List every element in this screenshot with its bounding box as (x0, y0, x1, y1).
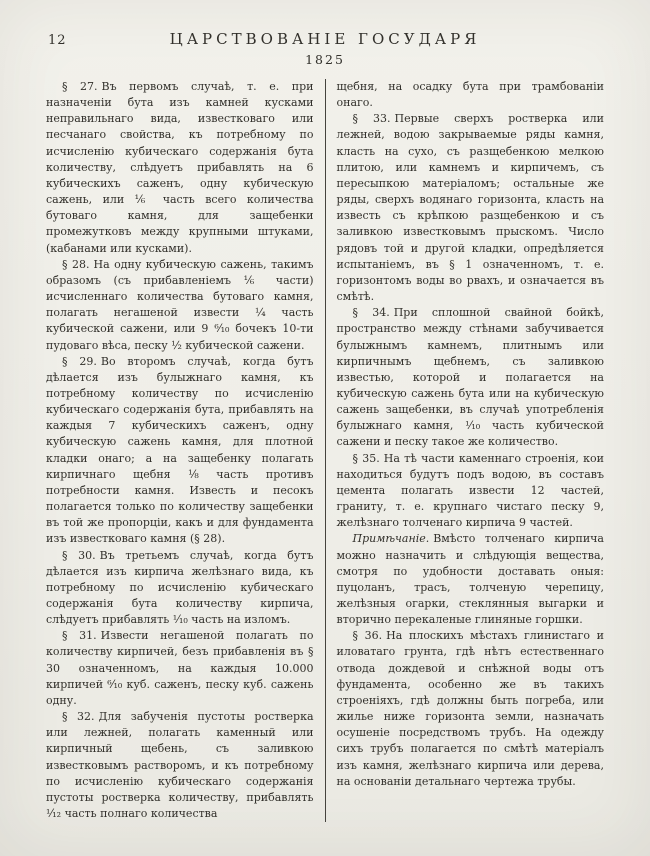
section-label: § 35. (352, 451, 380, 465)
section-label: § 27. (62, 80, 98, 93)
paragraph-s29 (46, 354, 314, 548)
note-label: Примѣчаніе. (352, 532, 430, 546)
section-label: § 34. (352, 306, 390, 320)
section-label: § 32. (62, 710, 95, 724)
left-column (46, 79, 325, 822)
running-title: ЦАРСТВОВАНІЕ ГОСУДАРЯ (169, 30, 481, 48)
paragraph-s30 (46, 548, 314, 629)
paragraph-s32 (46, 709, 314, 822)
paragraph-text: На плоскихъ мѣстахъ глинистаго и иловатаго грунта, гдѣ нѣтъ естественнаго отвода дождевой и снѣжной воды отъ фундамента, особенно же въ такихъ строеніяхъ, гдѣ должны быть погреба, или жилье ниже горизонта земли, назначать осушеніе посредствомъ трубъ. На одежду сихъ трубъ полагается по смѣтѣ матеріалъ изъ камня, желѣзнаго кирпича или дерева, на основаніи детальнаго чертежа трубы. (336, 629, 604, 788)
paragraph-text: щебня, на осадку бута при трамбованіи онаго. (336, 80, 604, 110)
text-columns (46, 79, 604, 822)
paragraph-s33 (337, 111, 605, 305)
section-label: § 28. (62, 257, 90, 271)
section-label: § 36. (352, 629, 383, 643)
section-label: § 33. (352, 112, 391, 126)
right-column (326, 79, 605, 822)
section-label: § 29. (62, 354, 97, 368)
paragraph-text: Въ первомъ случаѣ, т. е. при назначеніи бута изъ камней кусками неправильнаго вида, известковаго или песчанаго свойства, къ потребному по исчисленію кубическаго содержанія бута количеству, слѣдуетъ прибавлять на 6 кубическихъ саженъ, одну кубическую сажень, или ⅙ часть всего количества бутоваго камня, для защебенки промежутковъ между крупными штуками, (кабанами или кусками). (46, 80, 314, 255)
paragraph-text: Для забученія пустоты ростверка или лежней, полагать каменный или кирпичный щебень, съ заливкою известковымъ растворомъ, и къ потребному по исчисленію кубическаго содержанія пустоты ростверка количеству, прибавлять ¹⁄₁₂ часть полнаго количества (46, 710, 314, 821)
paragraph-text: При сплошной свайной бойкѣ, пространство между стѣнами забучивается булыжнымъ камнемъ, плитнымъ или кирпичнымъ щебнемъ, съ заливкою известью, которой и полагается на кубическую сажень бута или на кубическую сажень защебенки, въ случаѣ употребленія булыжнаго камня, ¹⁄₁₀ часть кубической сажени и песку такое же количество. (336, 306, 604, 449)
paragraph-text: Во второмъ случаѣ, когда бутъ дѣлается изъ булыжнаго камня, къ потребному количеству по исчисленію кубическаго содержанія бута, прибавлять на каждыя 7 кубическихъ саженъ, одну кубическую сажень камня, для плотной кладки онаго; а на защебенку полагать кирпичнаго щебня ⅛ часть противъ потребности камня. Известь и песокъ полагается только по количеству защебенки въ той же пропорціи, какъ и для фундамента изъ известковаго камня (§ 28). (46, 354, 314, 546)
paragraph-s28 (46, 257, 314, 354)
paragraph-text: На тѣ части каменнаго строенія, кои находиться будутъ подъ водою, въ составъ цемента полагать извести 12 частей, граниту, т. е. крупнаго чистаго песку 9, желѣзнаго толченаго кирпича 9 частей. (336, 451, 604, 530)
paragraph-s27 (46, 79, 314, 257)
paragraph-s32-continuation (337, 79, 605, 111)
section-label: § 31. (62, 629, 97, 643)
page-number: 12 (48, 33, 67, 48)
paragraph-s35 (337, 451, 605, 532)
paragraph-text: Вмѣсто толченаго кирпича можно назначить и слѣдующія вещества, смотря по удобности доставать оныя: пуцоланъ, трасъ, толченую черепицу, желѣзныя огарки, стеклянныя выгарки и вторично перекаленые глиняные горшки. (336, 532, 604, 627)
paragraph-s31 (46, 628, 314, 709)
page-year: 1825 (305, 52, 345, 67)
paragraph-s36 (337, 628, 605, 790)
paragraph-s34 (337, 305, 605, 450)
note-paragraph (337, 531, 605, 628)
section-label: § 30. (62, 548, 96, 562)
paragraph-text: Извести негашеной полагать по количеству кирпичей, безъ прибавленія въ § 30 означенномъ, на каждыя 10.000 кирпичей ⁶⁄₁₀ куб. саженъ, песку куб. сажень одну. (46, 629, 314, 707)
paragraph-text: Въ третьемъ случаѣ, когда бутъ дѣлается изъ кирпича желѣзнаго вида, къ потребному по исчисленію кубическаго содержанія бута количеству кирпича, слѣдуетъ прибавлять ¹⁄₁₀ часть на изломъ. (46, 548, 314, 627)
page-header (46, 30, 604, 67)
paragraph-text: На одну кубическую сажень, такимъ образомъ (съ прибавленіемъ ⅙ части) исчисленнаго количества бутоваго камня, полагать негашеной извести ¼ часть кубической сажени, или 9 ⁶⁄₁₀ бочекъ 10-ти пудоваго вѣса, песку ½ кубической сажени. (46, 257, 314, 352)
paragraph-text: Первые сверхъ ростверка или лежней, водою закрываемые ряды камня, класть на сухо, съ разщебенкою мелкою плитою, или камнемъ и кирпичемъ, съ пересыпкою матеріаломъ; остальные же ряды, сверхъ водянаго горизонта, класть на известь съ крѣпкою разщебенкою и съ заливкою известковымъ прыскомъ. Число рядовъ той и другой кладки, опредѣляется испытаніемъ, въ § 1 означенномъ, т. е. горизонтомъ воды во рвахъ, и означается въ смѣтѣ. (336, 112, 604, 304)
